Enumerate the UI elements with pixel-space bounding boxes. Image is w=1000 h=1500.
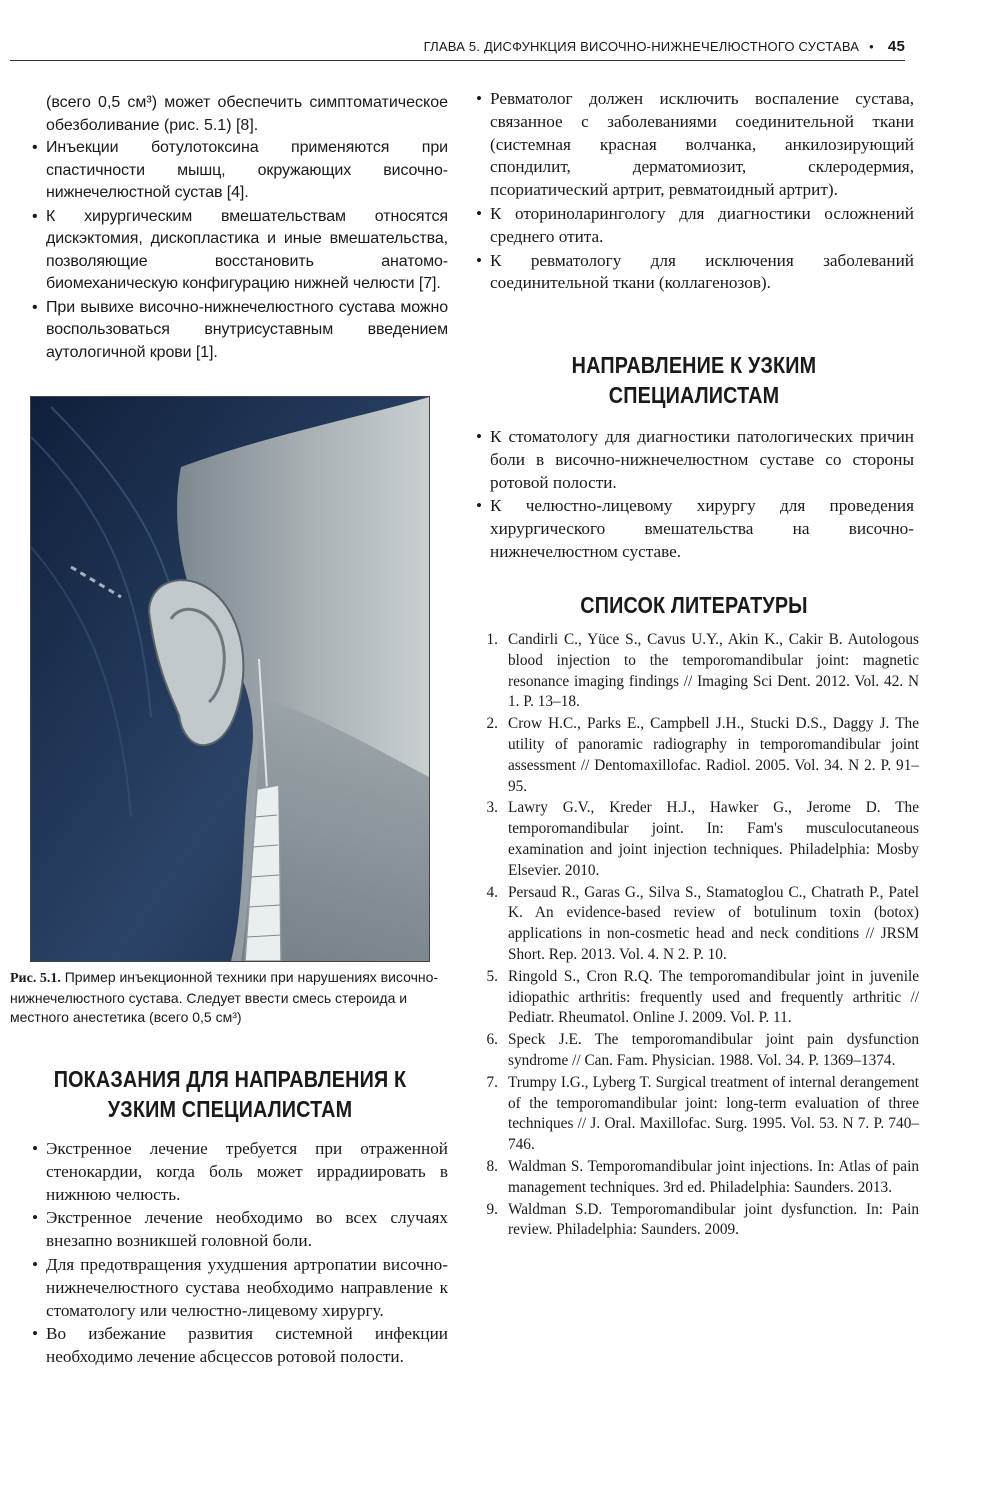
injection-photo <box>30 396 430 962</box>
list-item: • Инъекции ботулотоксина применяются при спастичности мышц, окружающих височно-нижнечелюстной сустав [4]. <box>30 137 448 205</box>
specialists-section-heading-wrap <box>474 350 914 410</box>
continued-list-text: (всего 0,5 см³) может обеспечить симптоматическое обезболивание (рис. 5.1) [8]. <box>46 94 448 134</box>
reference-number: 6. <box>486 1031 498 1049</box>
reference-text: Persaud R., Garas G., Silva S., Stamatoglou C., Chatrath P., Patel K. An evidence-based review of botulinum toxin (botox) applications in non-cosmetic head and neck conditions // JRSM Short. Rep. 2013. Vol. 4. N 2. P. 10. <box>508 883 919 963</box>
section-heading: СПИСОК ЛИТЕРАТУРЫ <box>580 592 808 618</box>
reference-item <box>474 1030 919 1072</box>
specialist-list <box>474 88 914 295</box>
reference-text: Crow H.C., Parks E., Campbell J.H., Stucki D.S., Daggy J. The utility of panoramic radiography in temporomandibular joint assessment // Dentomaxillofac. Radiol. 2005. Vol. 34. N 2. P. 91–95. <box>508 715 919 795</box>
page-number: 45 <box>887 38 905 55</box>
right-column-top <box>474 88 914 296</box>
reference-item <box>474 798 919 881</box>
list-item: • Экстренное лечение необходимо во всех случаях внезапно возникшей головной боли. <box>30 1207 448 1253</box>
reference-number: 3. <box>486 799 498 817</box>
reference-number: 2. <box>486 715 498 733</box>
reference-number: 5. <box>486 967 498 985</box>
reference-number: 7. <box>486 1073 498 1091</box>
reference-item <box>474 1157 919 1199</box>
reference-number: 9. <box>486 1200 498 1218</box>
referral-section-heading-wrap <box>0 1064 460 1124</box>
left-column-top <box>30 92 448 365</box>
reference-item <box>474 1073 919 1156</box>
list-item: • К челюстно-лицевому хирургу для проведения хирургического вмешательства на височно-нижнечелюстном суставе. <box>474 495 914 563</box>
figure-label: Рис. 5.1. <box>10 971 61 986</box>
list-item: • Во избежание развития системной инфекции необходимо лечение абсцессов ротовой полости. <box>30 1323 448 1369</box>
treatment-list <box>30 137 448 364</box>
list-item: • К ревматологу для исключения заболеваний соединительной ткани (коллагенозов). <box>474 250 914 296</box>
reference-number: 4. <box>486 883 498 901</box>
reference-text: Lawry G.V., Kreder H.J., Hawker G., Jerome D. The temporomandibular joint. In: Fam's musculocutaneous examination and joint injection techniques. Philadelphia: Mosby Elsevier. 2010. <box>508 799 919 879</box>
reference-item <box>474 630 919 713</box>
injection-photo-illustration <box>31 397 429 961</box>
specialists-list <box>474 426 914 564</box>
reference-text: Speck J.E. The temporomandibular joint pain dysfunction syndrome // Can. Fam. Physician. 1988. Vol. 34. P. 1369–1374. <box>508 1031 919 1069</box>
list-item: • При вывихе височно-нижнечелюстного сустава можно воспользоваться внутрисуставным введением аутологичной крови [1]. <box>30 297 448 365</box>
reference-text: Trumpy I.G., Lyberg T. Surgical treatment of internal derangement of the temporomandibular joint: long-term evaluation of three techniques // J. Oral. Maxillofac. Surg. 1995. Vol. 53. N 7. P. 740–746. <box>508 1073 919 1154</box>
list-item: • К оториноларингологу для диагностики осложнений среднего отита. <box>474 203 914 249</box>
reference-item <box>474 967 919 1029</box>
chapter-title: ГЛАВА 5. ДИСФУНКЦИЯ ВИСОЧНО-НИЖНЕЧЕЛЮСТНОГО СУСТАВА <box>423 39 860 54</box>
list-item: • Для предотвращения ухудшения артропатии височно-нижнечелюстного сустава необходимо направление к стоматологу или челюстно-лицевому хирургу. <box>30 1254 448 1322</box>
list-item: • К хирургическим вмешательствам относятся дискэктомия, дископластика и иные вмешательства, позволяющие восстановить анатомо-биомеханическую конфигурацию нижней челюсти [7]. <box>30 206 448 296</box>
reference-text: Candirli C., Yüce S., Cavus U.Y., Akin K., Cakir B. Autologous blood injection to the temporomandibular joint: magnetic resonance imaging findings // Imaging Sci Dent. 2012. Vol. 42. N 1. P. 13–18. <box>508 631 919 711</box>
reference-item <box>474 714 919 797</box>
list-item: • К стоматологу для диагностики патологических причин боли в височно-нижнечелюстном суставе со стороны ротовой полости. <box>474 426 914 494</box>
references-list <box>474 630 919 1242</box>
section-heading: ПОКАЗАНИЯ ДЛЯ НАПРАВЛЕНИЯ К УЗКИМ СПЕЦИАЛИСТАМ <box>53 1066 407 1122</box>
reference-text: Waldman S. Temporomandibular joint injections. In: Atlas of pain management techniques. 3rd ed. Philadelphia: Saunders. 2013. <box>508 1157 919 1196</box>
reference-number: 1. <box>486 631 498 648</box>
header-separator: • <box>869 39 874 54</box>
specialists-list-wrap <box>474 426 914 565</box>
section-heading: НАПРАВЛЕНИЕ К УЗКИМ СПЕЦИАЛИСТАМ <box>571 352 817 408</box>
references-heading-wrap <box>474 590 914 620</box>
figure-caption <box>10 968 440 1028</box>
list-item: • Экстренное лечение требуется при отраженной стенокардии, когда боль может иррадиировать в нижнюю челюсть. <box>30 1138 448 1206</box>
reference-text: Waldman S.D. Temporomandibular joint dysfunction. In: Pain review. Philadelphia: Saunders. 2009. <box>508 1200 919 1239</box>
reference-item <box>474 1200 919 1242</box>
reference-item <box>474 883 919 966</box>
figure-caption-text: Пример инъекционной техники при нарушениях височно-нижнечелюстного сустава. Следует ввести смесь стероида и местного анестетика (всего 0,5 см³) <box>10 969 439 1025</box>
running-header <box>10 38 905 61</box>
referral-list-wrap <box>30 1138 448 1370</box>
referral-list <box>30 1138 448 1369</box>
reference-number: 8. <box>486 1157 498 1175</box>
list-item: • Ревматолог должен исключить воспаление сустава, связанное с заболеваниями соединительной ткани (системная красная волчанка, анкилозирующий спондилит, дерматомиозит, склеродермия, псориатический артрит, ревматоидный артрит). <box>474 88 914 202</box>
reference-text: Ringold S., Cron R.Q. The temporomandibular joint in juvenile idiopathic arthritis: frequently used and frequently arthritic // Pediatr. Rheumatol. Online J. 2009. Vol. P. 11. <box>508 967 919 1027</box>
